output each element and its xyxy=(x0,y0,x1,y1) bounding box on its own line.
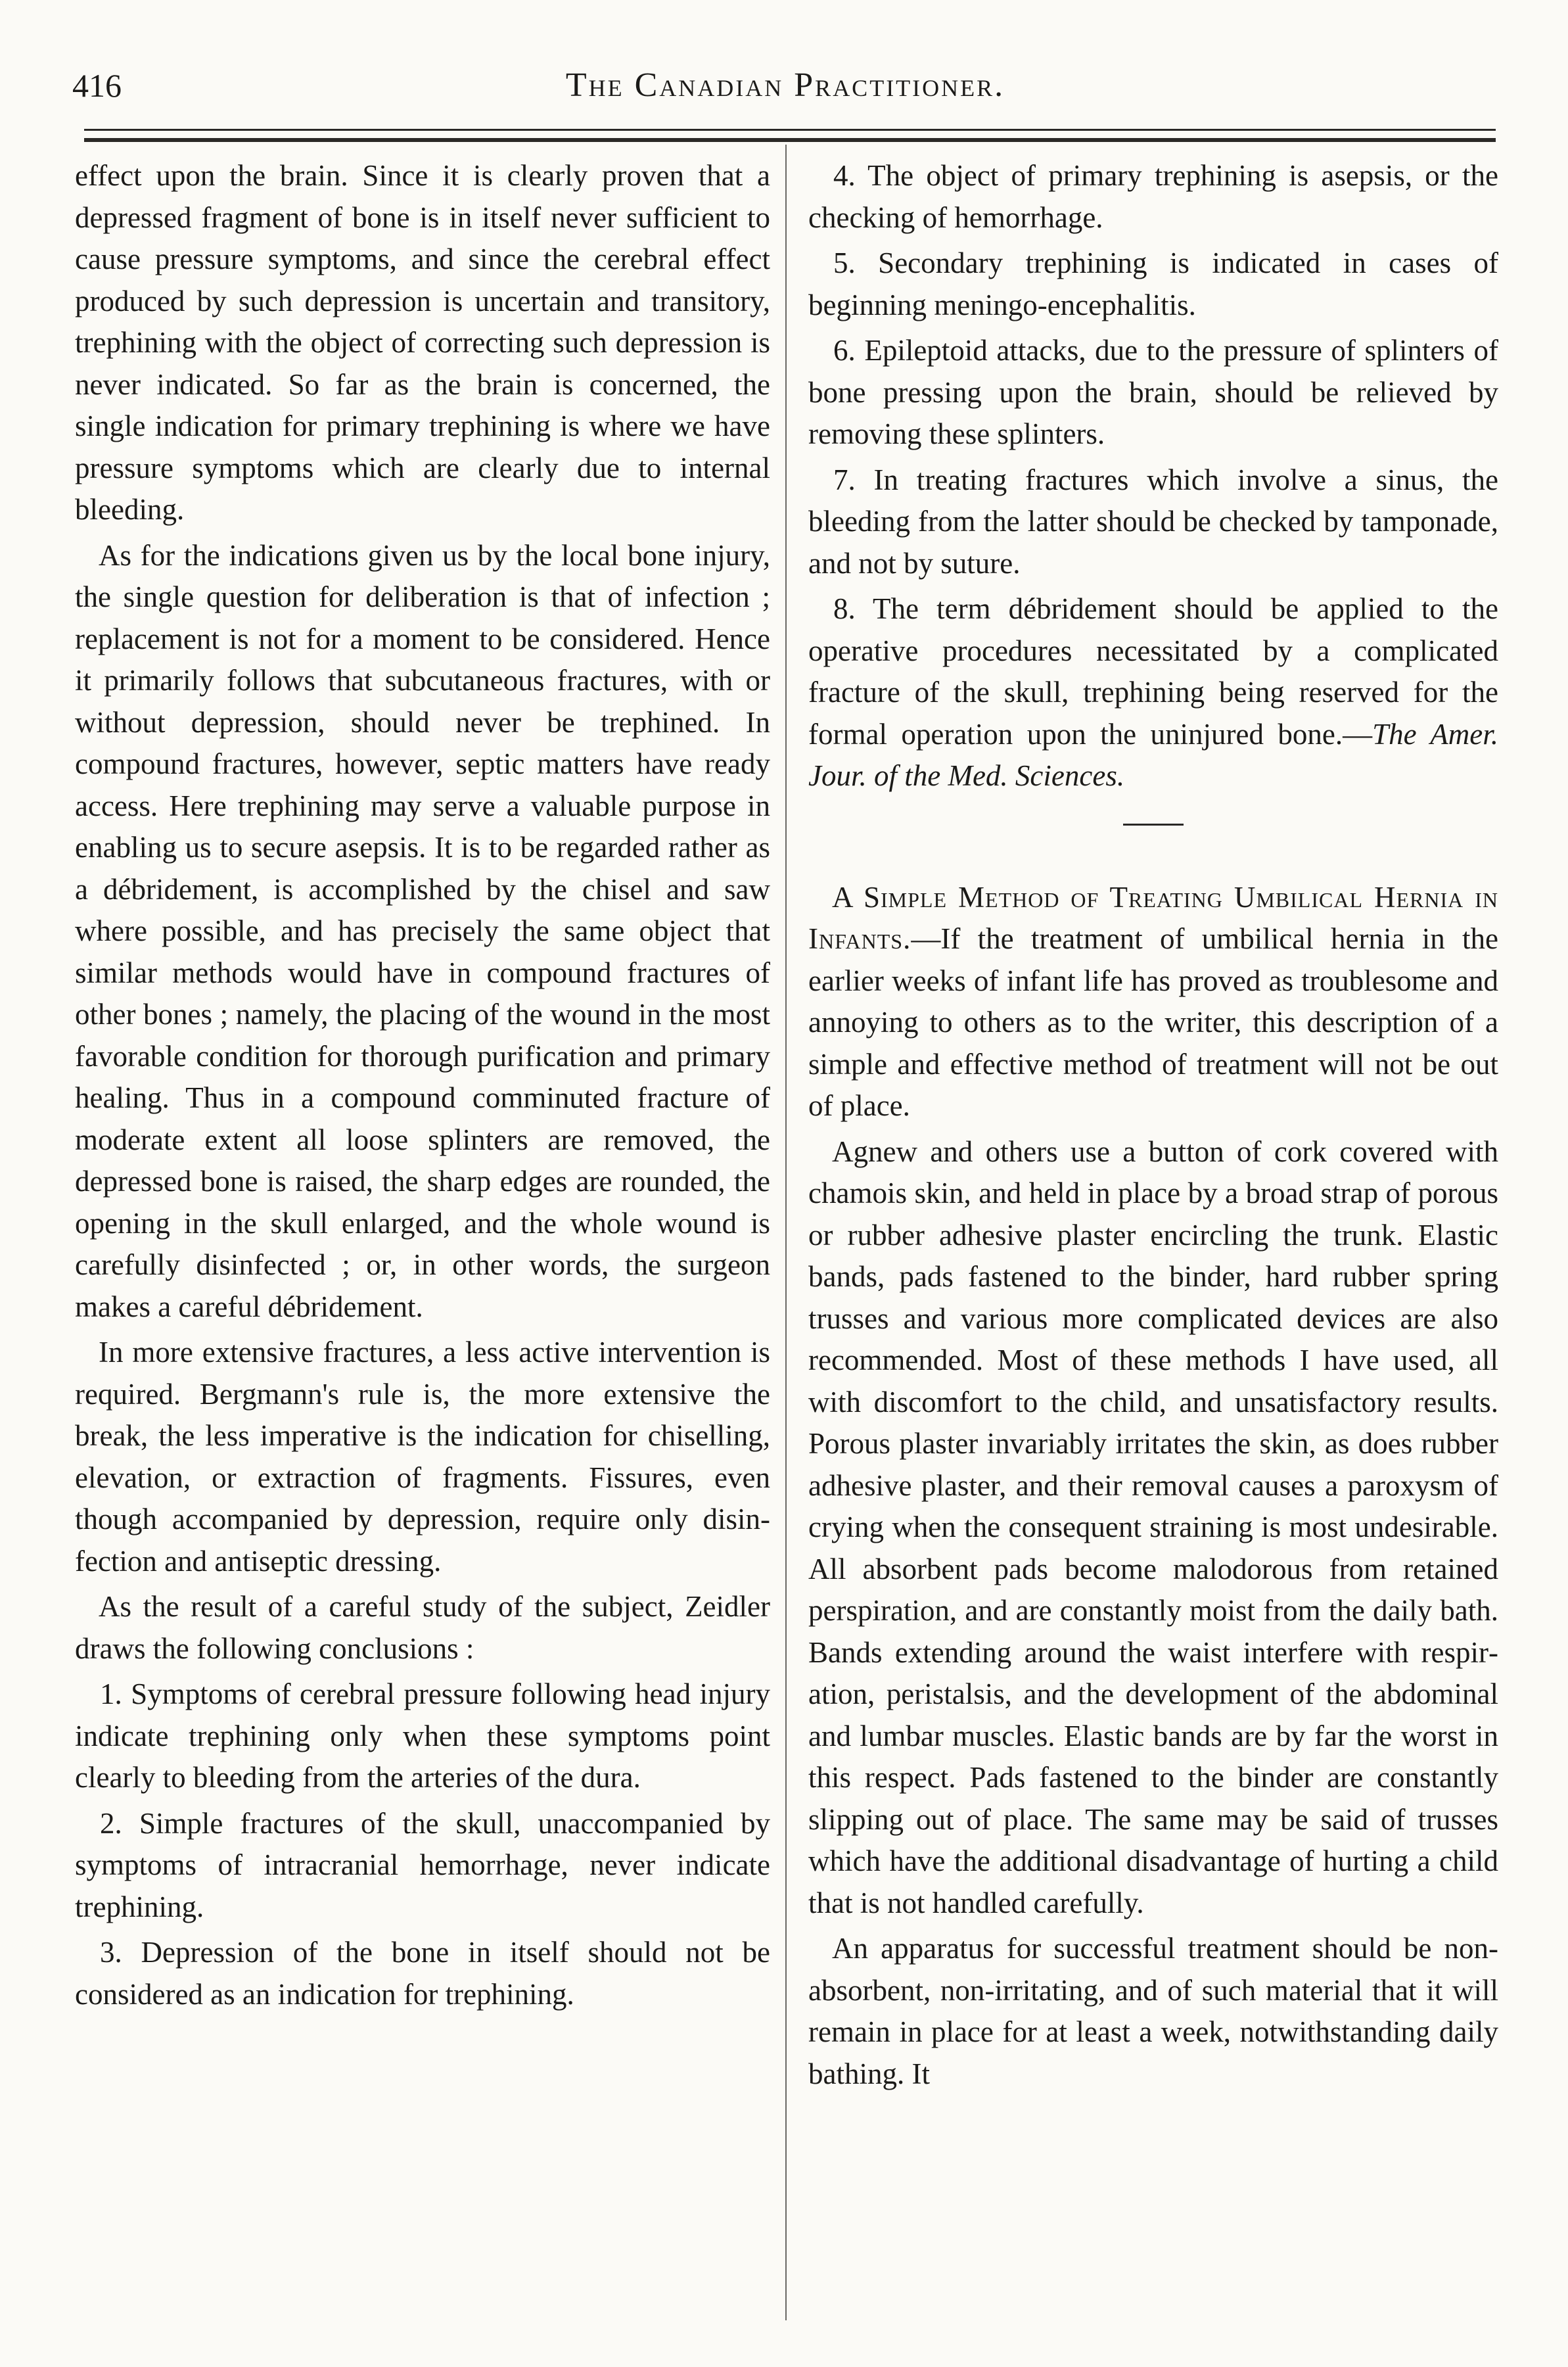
section-separator xyxy=(1123,824,1184,826)
article-heading: A Simple Method of Treating Umbilical Hernia in Infants. xyxy=(808,880,1498,955)
paragraph: As for the indications given us by the local bone injury, the single question for deliberation is that of infection ; replacement is not for a moment to be considered. Hence it primarily follows that subcutaneous fractures, with or without depression, should never be trephined. In compound fractures, however, septic matters have ready access. Here trephining may serve a valuable purpose in enabling us to secure asepsis. It is to be regarded rather as a débridement, is accomplished by the chisel and saw where possible, and has precisely the same object that similar methods would have in compound fractures of other bones ; namely, the placing of the wound in the most favorable condition for thorough purification and primary healing. Thus in a compound comminuted fracture of moderate extent all loose splinters are removed, the depressed bone is raised, the sharp edges are rounded, the opening in the skull enlarged, and the whole wound is carefully disinfected ; or, in other words, the surgeon makes a careful débridement. xyxy=(75,538,770,1323)
column-divider xyxy=(785,145,787,2320)
paragraph: effect upon the brain. Since it is clearly proven that a depressed fragment of bone is in itself never sufficient to cause pressure symptoms, and since the cerebral effect produced by such depression is uncertain and transitory, trephining with the object of correcting such depression is never indicated. So far as the brain is concerned, the single indication for primary trephining is where we have pressure symptoms which are clearly due to internal bleeding. xyxy=(75,159,770,526)
conclusion-item xyxy=(808,588,1498,797)
conclusion-item: 3. Depression of the bone in itself should not be considered as an indication for trephining. xyxy=(75,1936,770,2011)
article-intro xyxy=(808,877,1498,1127)
paragraph: Agnew and others use a button of cork covered with chamois skin, and held in place by a broad strap of porous or rubber adhesive plaster encircling the trunk. Elastic bands, pads fastened to the binder, hard rubber spring trusses and various more complicated devices are also recommended. Most of these methods I have used, all with discomfort to the child, and unsatisfactory results. Porous plaster invariably irritates the skin, as does rubber adhesive plaster, and their removal causes a paroxysm of crying when the consequent straining is most undesirable. All absorbent pads become malodorous from retained perspiration, and are constantly moist from the daily bath. Bands extending around the waist interfere with respiration, peristalsis, and the development of the abdominal and lumbar muscles. Elastic bands are by far the worst in this respect. Pads fastened to the binder are constantly slipping out of place. The same may be said of trusses which have the additional disadvantage of hurting a child that is not handled carefully. xyxy=(808,1135,1498,1919)
header-rule-thin xyxy=(84,129,1496,131)
paragraph: As the result of a careful study of the subject, Zeidler draws the following conclusions : xyxy=(75,1590,770,1665)
conclusion-item: 5. Secondary trephining is indicated in cases of beginning meningo-encephalitis. xyxy=(808,246,1498,321)
conclusion-item: 2. Simple fractures of the skull, unaccompanied by symptoms of intracranial hemorrhage, never indicate trephining. xyxy=(75,1806,770,1923)
page-header xyxy=(72,62,1498,115)
page-number: 416 xyxy=(72,67,122,104)
article-lead-text: —If the treatment of umbilical hernia in the earlier weeks of infant life has proved as troublesome and annoying to others as to the writer, this description of a simple and effective method of treatment will not be out of place. xyxy=(808,922,1498,1122)
conclusion-item-text: 8. The term débridement should be applied to the operative procedures necessitated by a complicated fracture of the skull, trephining being reserved for the formal operation upon the uninjured bone. xyxy=(808,592,1498,751)
conclusion-item: 1. Symptoms of cerebral pressure following head injury indicate trephining only when these symptoms point clearly to bleeding from the arteries of the dura. xyxy=(75,1677,770,1794)
citation-dash: — xyxy=(1343,717,1373,751)
paragraph: In more extensive fractures, a less active intervention is required. Bergmann's rule is, the more extensive the break, the less imperative is the indication for chiselling, elevation, or extraction of fragments. Fissures, even though accompanied by depression, require only disinfection and antiseptic dressing. xyxy=(75,1336,770,1578)
paragraph: An apparatus for successful treatment should be non-absorbent, non-irritating, and of such material that it will remain in place for at least a week, notwithstanding daily bathing. It xyxy=(808,1932,1498,2090)
running-head: The Canadian Practitioner. xyxy=(565,66,1005,104)
conclusion-item: 7. In treating fractures which involve a sinus, the bleeding from the latter should be checked by tamponade, and not by suture. xyxy=(808,463,1498,580)
conclusion-item: 4. The object of primary trephining is asepsis, or the checking of hemorrhage. xyxy=(808,159,1498,234)
left-column xyxy=(75,155,770,2019)
header-rule-thick xyxy=(84,138,1496,142)
right-column xyxy=(808,155,1498,2099)
conclusion-item: 6. Epileptoid attacks, due to the pressure of splinters of bone pressing upon the brain, should be relieved by removing these splinters. xyxy=(808,334,1498,450)
citation: The Amer. Jour. of the Med. Sciences. xyxy=(808,717,1498,792)
